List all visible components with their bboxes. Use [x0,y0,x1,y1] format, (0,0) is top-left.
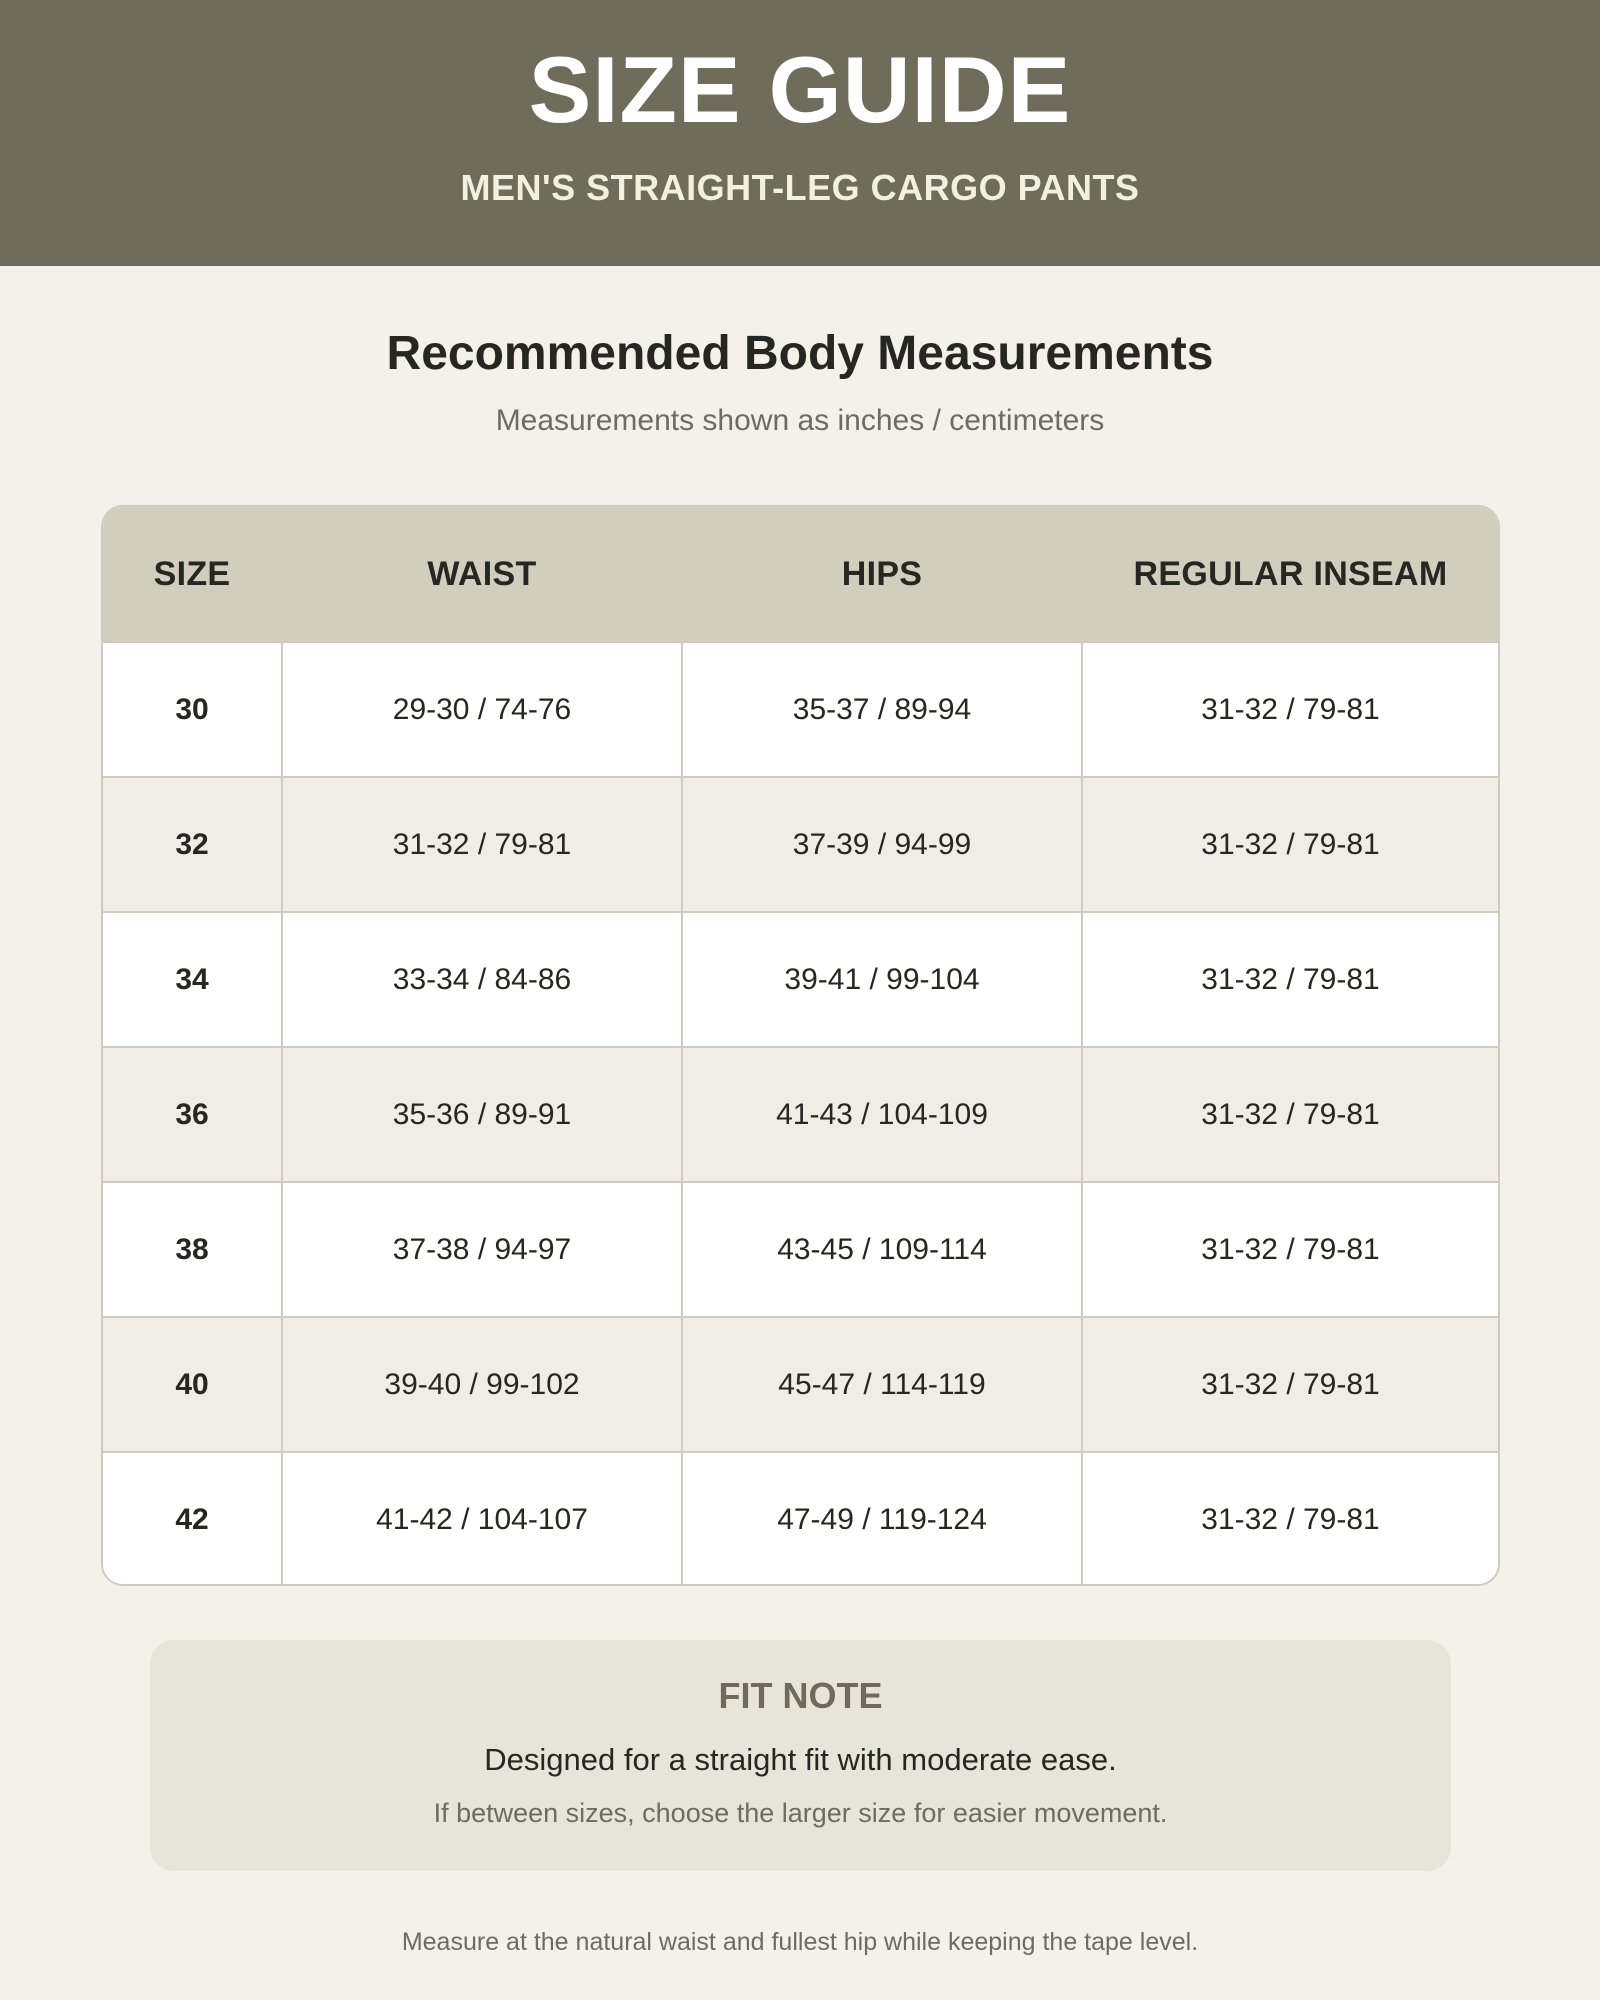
inseam-cell: 31-32 / 79-81 [1082,777,1498,912]
waist-cell: 39-40 / 99-102 [282,1317,682,1452]
table-row [103,777,1498,912]
size-cell: 30 [103,642,282,777]
size-cell: 40 [103,1317,282,1452]
fit-note-text: Designed for a straight fit with moderate ease. [484,1742,1117,1777]
inseam-cell: 31-32 / 79-81 [1082,912,1498,1047]
header-banner [0,0,1600,266]
waist-cell: 31-32 / 79-81 [282,777,682,912]
table-row [103,1452,1498,1586]
waist-cell: 37-38 / 94-97 [282,1182,682,1317]
hips-cell: 41-43 / 104-109 [682,1047,1082,1182]
hips-cell: 45-47 / 114-119 [682,1317,1082,1452]
waist-cell: 41-42 / 104-107 [282,1452,682,1586]
waist-cell: 29-30 / 74-76 [282,642,682,777]
section-title: Recommended Body Measurements [386,327,1214,380]
fit-note-advice: If between sizes, choose the larger size for easier movement. [433,1798,1168,1828]
table-row [103,1182,1498,1317]
size-cell: 42 [103,1452,282,1586]
hips-cell: 37-39 / 94-99 [682,777,1082,912]
size-cell: 36 [103,1047,282,1182]
table-row [103,1317,1498,1452]
fit-note-title: FIT NOTE [718,1675,883,1716]
column-header-waist: WAIST [282,507,682,642]
inseam-cell: 31-32 / 79-81 [1201,1503,1380,1536]
inseam-cell: 31-32 / 79-81 [1082,1317,1498,1452]
inseam-cell: 31-32 / 79-81 [1082,1182,1498,1317]
table-row [103,1047,1498,1182]
column-header-hips: HIPS [682,507,1082,642]
column-header-inseam: REGULAR INSEAM [1082,507,1498,642]
column-header-size: SIZE [103,507,282,642]
table-header-row [103,507,1498,642]
fit-note-panel [150,1640,1451,1871]
section-subtitle: Measurements shown as inches / centimeters [495,404,1105,437]
waist-cell: 33-34 / 84-86 [282,912,682,1047]
size-table [101,505,1500,1586]
table-row [103,912,1498,1047]
hips-cell: 39-41 / 99-104 [682,912,1082,1047]
hips-cell: 47-49 / 119-124 [682,1452,1082,1586]
inseam-cell: 31-32 / 79-81 [1082,642,1498,777]
size-cell: 38 [103,1182,282,1317]
table-row [103,642,1498,777]
waist-cell: 35-36 / 89-91 [282,1047,682,1182]
inseam-cell: 31-32 / 79-81 [1082,1047,1498,1182]
page-title: SIZE GUIDE [528,37,1072,142]
product-name: MEN'S STRAIGHT-LEG CARGO PANTS [460,167,1140,208]
hips-cell: 35-37 / 89-94 [682,642,1082,777]
size-cell: 34 [103,912,282,1047]
size-cell: 32 [103,777,282,912]
hips-cell: 43-45 / 109-114 [682,1182,1082,1317]
footer-note: Measure at the natural waist and fullest hip while keeping the tape level. [401,1928,1199,1956]
